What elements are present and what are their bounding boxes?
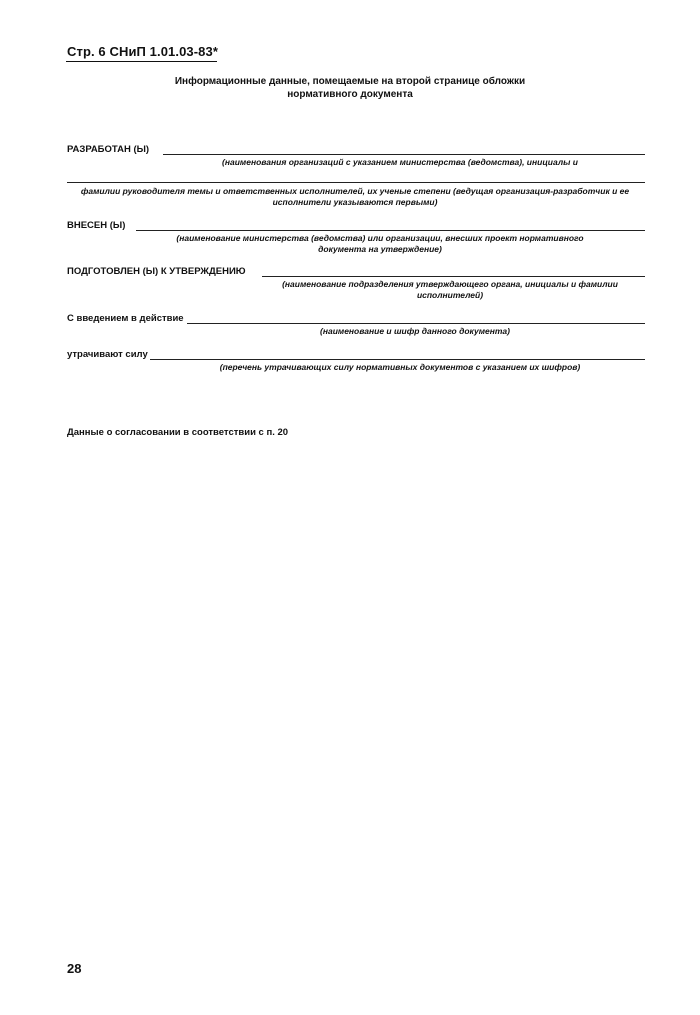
effective-label: С введением в действие xyxy=(67,313,184,324)
header-underline xyxy=(66,61,217,62)
developed-note-1: (наименования организаций с указанием министерства (ведомства), инициалы и xyxy=(222,157,578,167)
title-line-2: нормативного документа xyxy=(287,89,413,100)
page-number: 28 xyxy=(67,961,82,976)
title-line-1: Информационные данные, помещаемые на второй странице обложки xyxy=(174,76,526,87)
developed-note-2-line-2: исполнители указываются первыми) xyxy=(272,197,438,207)
page-title xyxy=(100,75,600,101)
developed-line-2 xyxy=(67,182,645,183)
developed-note-2-line-1: фамилии руководителя темы и ответственных исполнителей, их ученые степени (ведущая организация-разработчик и ее xyxy=(80,186,630,196)
introduced-line xyxy=(136,230,645,231)
prepared-line xyxy=(262,276,645,277)
prepared-note xyxy=(255,279,645,301)
introduced-note-line-1: (наименование министерства (ведомства) или организации, внесших проект нормативного xyxy=(176,233,584,243)
introduced-note-line-2: документа на утверждение) xyxy=(318,244,442,254)
page-header: Стр. 6 СНиП 1.01.03-83* xyxy=(67,44,219,59)
prepared-label: ПОДГОТОВЛЕН (Ы) К УТВЕРЖДЕНИЮ xyxy=(67,266,246,277)
prepared-note-line-1: (наименование подразделения утверждающего органа, инициалы и фамилии xyxy=(282,279,618,289)
agreement-note: Данные о согласовании в соответствии с п. 20 xyxy=(67,427,289,438)
developed-note-2 xyxy=(55,186,655,208)
introduced-label: ВНЕСЕН (Ы) xyxy=(67,220,126,231)
superseded-note: (перечень утрачивающих силу нормативных документов с указанием их шифров) xyxy=(219,362,581,372)
developed-label: РАЗРАБОТАН (Ы) xyxy=(67,144,150,155)
effective-note: (наименование и шифр данного документа) xyxy=(320,326,510,336)
developed-line xyxy=(163,154,645,155)
superseded-label: утрачивают силу xyxy=(67,349,148,360)
introduced-note xyxy=(160,233,600,255)
superseded-line xyxy=(150,359,645,360)
effective-line xyxy=(187,323,645,324)
prepared-note-line-2: исполнителей) xyxy=(416,290,484,300)
